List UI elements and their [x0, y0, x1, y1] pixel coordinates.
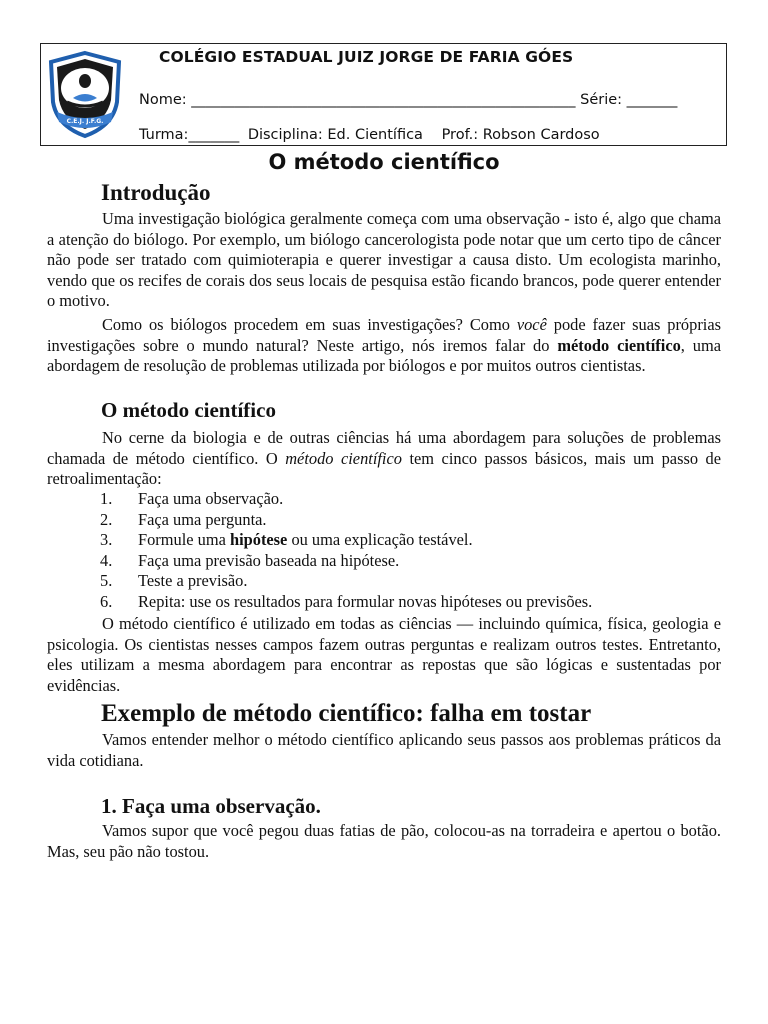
- header-box: [40, 43, 727, 146]
- disciplina: Disciplina: Ed. Científica: [247, 127, 423, 143]
- heading-metodo-cientifico: O método científico: [101, 398, 276, 422]
- heading-step-1: 1. Faça uma observação.: [101, 794, 321, 818]
- name-row: [139, 92, 677, 108]
- class-row: [139, 127, 600, 143]
- list-item: 3. Formule uma hipótese ou uma explicação testável.: [100, 530, 473, 549]
- steps-list: [100, 489, 592, 612]
- turma-field: _______: [188, 127, 240, 143]
- paragraph-exemplo: Vamos entender melhor o método científico aplicando seus passos aos problemas práticos da vida cotidiana.: [47, 730, 721, 770]
- bold-metodo-cientifico: método científico: [557, 335, 681, 355]
- turma-label: Turma:: [139, 127, 189, 143]
- paragraph-metodo-1: No cerne da biologia e de outras ciências há uma abordagem para soluções de problemas chamada de método científico. O método científico tem cinco passos básicos, mais um passo de retroalimentação:: [47, 428, 721, 488]
- paragraph-metodo-2: O método científico é utilizado em todas as ciências — incluindo química, física, geologia e psicologia. Os cientistas nesses campos fazem outras perguntas e realizam outros testes. Entretanto, eles utilizam a mesma abordagem para encontrar as repostas que são lógicas e sustentadas por evidências.: [47, 614, 721, 695]
- professor: Prof.: Robson Cardoso: [441, 127, 600, 143]
- paragraph-intro-1: Uma investigação biológica geralmente começa com uma observação - isto é, algo que chama a atenção do biólogo. Por exemplo, um biólogo cancerologista pode notar que um certo tipo de câncer não pode ser tratado com quimioterapia e querer investigar a causa disto. Um ecologista marinho, vendo que os recifes de corais dos seus locais de pesquisa estão ficando brancos, pode querer entender o motivo.: [47, 209, 721, 310]
- emphasis-metodo: método científico: [285, 448, 402, 468]
- logo-text: C.E.J. J.F.G.: [66, 118, 104, 125]
- paragraph-step-1: Vamos supor que você pegou duas fatias de pão, colocou-as na torradeira e apertou o botão. Mas, seu pão não tostou.: [47, 821, 721, 861]
- list-item: 6. Repita: use os resultados para formular novas hipóteses ou previsões.: [100, 591, 593, 611]
- school-logo-icon: [45, 50, 125, 140]
- list-item: 1. Faça uma observação.: [100, 489, 284, 508]
- emphasis-voce: você: [516, 315, 547, 334]
- heading-introducao: Introdução: [101, 180, 211, 205]
- list-item: 5. Teste a previsão.: [100, 571, 248, 590]
- school-name: COLÉGIO ESTADUAL JUIZ JORGE DE FARIA GÓES: [159, 48, 574, 66]
- serie-label: Série:: [580, 92, 623, 108]
- paragraph-intro-2: Como os biólogos procedem em suas investigações? Como você pode fazer suas próprias investigações sobre o mundo natural? Neste artigo, nós iremos falar do método científico, uma abordagem de resolução de problemas utilizada por biólogos e por muitos outros cientistas.: [47, 315, 721, 375]
- document-title: O método científico: [268, 150, 500, 174]
- list-item: 4. Faça uma previsão baseada na hipótese.: [100, 550, 400, 570]
- serie-field: _______: [626, 92, 678, 108]
- bold-hipotese: hipótese: [229, 530, 288, 549]
- nome-label: Nome:: [139, 92, 187, 108]
- list-item: 2. Faça uma pergunta.: [100, 509, 267, 529]
- nome-field: _____________________________________________________: [191, 92, 576, 108]
- heading-exemplo: Exemplo de método científico: falha em tostar: [101, 700, 592, 727]
